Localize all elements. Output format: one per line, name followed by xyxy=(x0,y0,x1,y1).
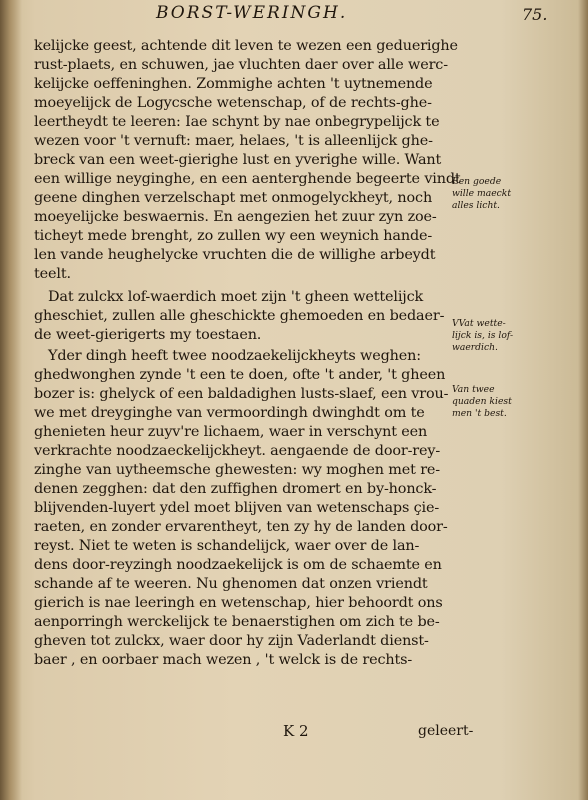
body-line: gierich is nae leeringh en wetenschap, hier behoordt ons xyxy=(34,595,443,611)
body-line: bozer is: ghelyck of een baldadighen lusts-slaef, een vrou- xyxy=(34,386,449,402)
body-line: ghenieten heur zuyv're lichaem, waer in verschynt een xyxy=(34,424,428,440)
catchword: geleert- xyxy=(418,723,474,739)
page-edge-shadow xyxy=(578,0,588,800)
body-line: blijvenden-luyert ydel moet blijven van wetenschaps çie- xyxy=(34,500,440,516)
body-line: moeyelijck de Logycsche wetenschap, of de rechts-ghe- xyxy=(34,95,432,111)
body-line: Yder dingh heeft twee noodzaekelijckheyts weghen: xyxy=(48,348,421,364)
body-line: raeten, en zonder ervarentheyt, ten zy hy de landen door- xyxy=(34,519,448,535)
body-line: verkrachte noodzaeckelijckheyt. aengaende de door-rey- xyxy=(34,443,441,459)
margin-note-line: Van twee xyxy=(452,384,495,395)
body-line: een willige neyginghe, en een aenterghende begeerte vindt xyxy=(34,171,461,187)
body-line: de weet-gierigerts my toestaen. xyxy=(34,327,262,343)
margin-note-line: men 't best. xyxy=(452,408,507,419)
margin-note xyxy=(452,318,513,354)
body-line: rust-plaets, en schuwen, jae vluchten daer over alle werc- xyxy=(34,57,448,73)
margin-note-line: lijck is, is lof- xyxy=(452,330,514,341)
body-line: len vande heughelycke vruchten die de willighe arbeydt xyxy=(34,247,436,263)
running-header: BORST-WERINGH. xyxy=(156,3,348,23)
body-line: kelijcke geest, achtende dit leven te wezen een geduerighe xyxy=(34,38,458,54)
body-line: dens door-reyzingh noodzaekelijck is om de schaemte en xyxy=(34,557,442,573)
body-line: schande af te weeren. Nu ghenomen dat onzen vriendt xyxy=(34,576,428,592)
body-line: gheven tot zulckx, waer door hy zijn Vaderlandt dienst- xyxy=(34,633,429,649)
body-line: kelijcke oeffeninghen. Zommighe achten 't uytnemende xyxy=(34,76,433,92)
body-line: wezen voor 't vernuft: maer, helaes, 't is alleenlijck ghe- xyxy=(34,133,433,149)
body-line: leertheydt te leeren: Iae schynt by nae onbegrypelijck te xyxy=(34,114,440,130)
body-line: denen zegghen: dat den zuffighen dromert en by-honck- xyxy=(34,481,437,497)
margin-note-line: quaden kiest xyxy=(452,396,512,407)
body-line: gheschiet, zullen alle gheschickte ghemoeden en bedaer- xyxy=(34,308,445,324)
body-line: Dat zulckx lof-waerdich moet zijn 't gheen wettelijck xyxy=(48,289,424,305)
signature-mark: K 2 xyxy=(283,722,309,740)
body-line: teelt. xyxy=(34,266,71,282)
margin-note xyxy=(452,176,511,212)
body-line: reyst. Niet te weten is schandelijck, waer over de lan- xyxy=(34,538,420,554)
body-line: ghedwonghen zynde 't een te doen, ofte 't ander, 't gheen xyxy=(34,367,446,383)
body-line: geene dinghen verzelschapt met onmogelyckheyt, noch xyxy=(34,190,433,206)
body-line: breck van een weet-gierighe lust en yverighe wille. Want xyxy=(34,152,442,168)
page-gutter-shadow xyxy=(0,0,22,800)
body-line: ticheyt mede brenght, zo zullen wy een weynich hande- xyxy=(34,228,433,244)
body-line: aenporringh werckelijck te benaerstighen om zich te be- xyxy=(34,614,440,630)
page-number: 75. xyxy=(522,5,548,24)
body-line: zinghe van uytheemsche ghewesten: wy moghen met re- xyxy=(34,462,441,478)
margin-note xyxy=(452,384,512,420)
margin-note-line: alles licht. xyxy=(452,200,500,211)
body-line: moeyelijcke beswaernis. En aengezien het zuur zyn zoe- xyxy=(34,209,437,225)
margin-note-line: wille maeckt xyxy=(452,188,512,199)
body-line: we met dreyginghe van vermoordingh dwinghdt om te xyxy=(34,405,425,421)
body-line: baer , en oorbaer mach wezen , 't welck is de rechts- xyxy=(34,652,413,668)
margin-note-line: waerdich. xyxy=(452,342,498,353)
margin-note-line: Een goede xyxy=(452,176,502,187)
margin-note-line: VVat wette- xyxy=(452,318,506,329)
